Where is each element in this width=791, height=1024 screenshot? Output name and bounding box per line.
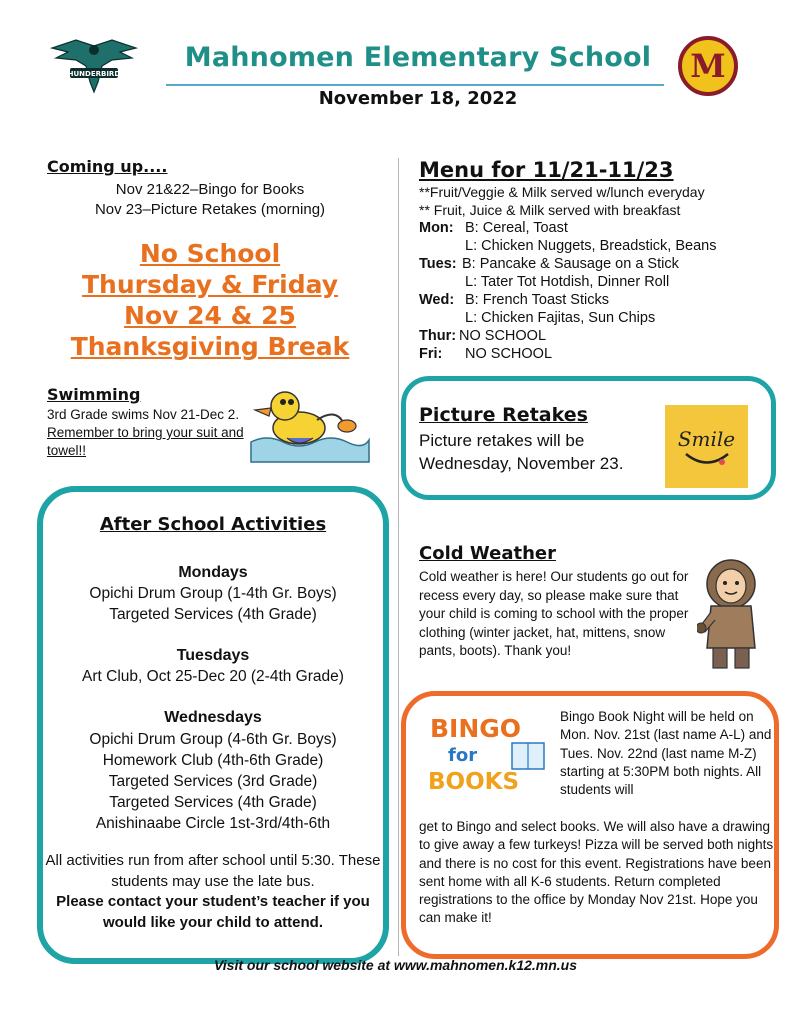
menu-row bbox=[419, 255, 779, 273]
activity-item: Anishinaabe Circle 1st-3rd/4th-6th bbox=[95, 815, 331, 832]
menu-row bbox=[419, 219, 779, 237]
menu-item: B: French Toast Sticks bbox=[465, 292, 609, 308]
menu-notes bbox=[419, 183, 759, 219]
footer-website-note: Visit our school website at www.mahnomen.k12.mn.us bbox=[213, 957, 578, 973]
coming-up-heading: Coming up.... bbox=[47, 157, 168, 176]
m-badge-icon bbox=[678, 36, 738, 96]
menu-row bbox=[419, 291, 779, 309]
after-school-note: All activities run from after school until 5:30. These students may use the late bus. bbox=[45, 852, 381, 890]
activity-day: Wednesdays bbox=[164, 709, 262, 726]
activity-item: Homework Club (4th-6th Grade) bbox=[102, 752, 324, 769]
swimming-text-underlined: Remember to bring your suit and towel!! bbox=[47, 425, 244, 458]
column-divider bbox=[398, 158, 399, 956]
coming-up-list bbox=[40, 180, 380, 220]
menu-heading: Menu for 11/21-11/23 bbox=[419, 158, 674, 182]
thunderbird-logo-icon bbox=[46, 36, 142, 96]
after-school-contact-note: Please contact your student’s teacher if you would like your child to attend. bbox=[56, 893, 370, 931]
menu-day: Mon: bbox=[419, 220, 454, 236]
title-divider bbox=[166, 84, 664, 86]
menu-day: Wed: bbox=[419, 292, 455, 308]
cold-weather-heading: Cold Weather bbox=[419, 543, 556, 564]
menu-row bbox=[419, 345, 779, 363]
menu-item: NO SCHOOL bbox=[465, 346, 553, 362]
smile-word: Smile bbox=[677, 426, 736, 451]
no-school-announcement bbox=[40, 238, 380, 362]
menu-note: **Fruit/Veggie & Milk served w/lunch everyday bbox=[419, 184, 705, 200]
menu-row bbox=[419, 309, 779, 327]
menu-item: L: Chicken Fajitas, Sun Chips bbox=[465, 310, 656, 326]
cold-weather-text: Cold weather is here! Our students go out for recess every day, so please make sure that your child is coming to school with the proper clothing (winter jacket, hat, mittens, snow pants, boots). Thank you! bbox=[419, 569, 689, 658]
menu-day: Thur: bbox=[419, 328, 457, 344]
activity-day: Tuesdays bbox=[176, 647, 250, 664]
after-school-title: After School Activities bbox=[99, 514, 327, 535]
activity-item: Opichi Drum Group (4-6th Gr. Boys) bbox=[89, 731, 337, 748]
bingo-for-books-icon bbox=[426, 711, 550, 793]
menu-day: Fri: bbox=[419, 346, 443, 362]
picture-retakes-heading: Picture Retakes bbox=[419, 404, 588, 426]
picture-retakes-text: Picture retakes will be Wednesday, November 23. bbox=[419, 431, 624, 473]
menu-item: NO SCHOOL bbox=[459, 328, 547, 344]
menu-note: ** Fruit, Juice & Milk served with breakfast bbox=[419, 202, 681, 218]
logo-text: THUNDERBIRDS bbox=[62, 70, 126, 78]
smile-card-icon bbox=[665, 405, 748, 488]
activity-item: Opichi Drum Group (1-4th Gr. Boys) bbox=[89, 585, 337, 602]
coming-up-item: Nov 23–Picture Retakes (morning) bbox=[94, 201, 326, 218]
menu-row bbox=[419, 327, 779, 345]
menu-day: Tues: bbox=[419, 256, 457, 272]
bingo-text: Bingo Book Night will be held on Mon. Nov. 21st (last name A-L) and Tues. Nov. 22nd (last name M-Z) starting at 5:30PM both nights. All students will bbox=[560, 709, 772, 798]
duck-swimming-icon bbox=[247, 382, 373, 468]
menu-row bbox=[419, 273, 779, 291]
swimming-heading: Swimming bbox=[47, 385, 141, 404]
menu-item: L: Tater Tot Hotdish, Dinner Roll bbox=[465, 274, 670, 290]
menu-item: L: Chicken Nuggets, Breadstick, Beans bbox=[465, 238, 717, 254]
menu-item: B: Cereal, Toast bbox=[465, 220, 568, 236]
menu-row bbox=[419, 237, 779, 255]
swimming-text bbox=[47, 406, 247, 460]
swimming-text-plain: 3rd Grade swims Nov 21-Dec 2. bbox=[47, 407, 240, 422]
activity-day: Mondays bbox=[178, 564, 248, 581]
activity-item: Art Club, Oct 25-Dec 20 (2-4th Grade) bbox=[82, 668, 344, 685]
badge-letter: M bbox=[690, 47, 726, 85]
bingo-logo-line: BINGO bbox=[430, 714, 522, 743]
no-school-line: Thanksgiving Break bbox=[70, 332, 350, 361]
eskimo-boy-icon bbox=[697, 558, 765, 674]
bingo-text-continued: get to Bingo and select books. We will also have a drawing to give away a few turkeys! Pizza will be served both nights and there is no cost for this event. Registrations have been sent home with all K-6 students. Return completed registrations to the office by Monday Nov 21st. Hope you can make it! bbox=[419, 819, 774, 926]
coming-up-item: Nov 21&22–Bingo for Books bbox=[115, 181, 305, 198]
bingo-logo-line: for bbox=[448, 745, 478, 766]
menu-item: B: Pancake & Sausage on a Stick bbox=[462, 256, 679, 272]
no-school-line: No School bbox=[139, 239, 281, 268]
activity-item: Targeted Services (4th Grade) bbox=[109, 606, 317, 623]
bingo-logo-line: BOOKS bbox=[428, 769, 520, 793]
activity-item: Targeted Services (3rd Grade) bbox=[108, 773, 318, 790]
no-school-line: Nov 24 & 25 bbox=[124, 301, 296, 330]
no-school-line: Thursday & Friday bbox=[81, 270, 339, 299]
newsletter-date: November 18, 2022 bbox=[318, 88, 518, 109]
activity-item: Targeted Services (4th Grade) bbox=[109, 794, 317, 811]
page-title: Mahnomen Elementary School bbox=[184, 42, 652, 73]
